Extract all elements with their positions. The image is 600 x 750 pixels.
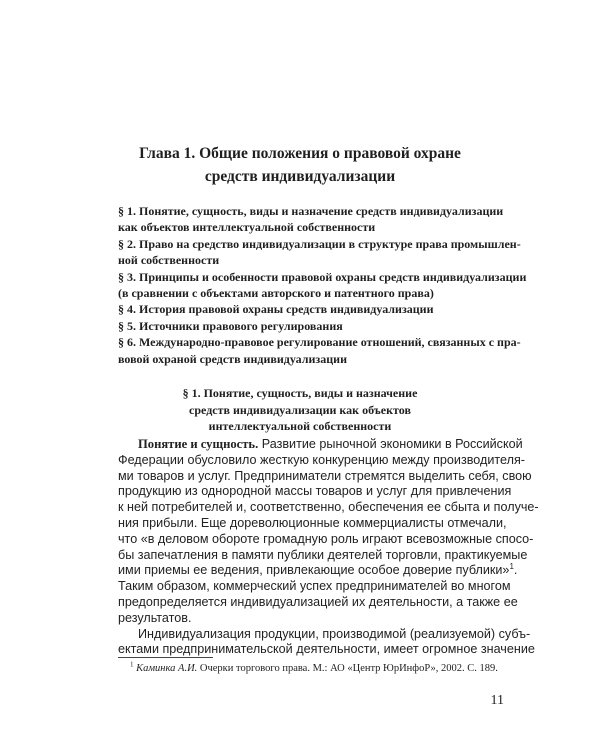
toc-item-3 — [118, 269, 527, 302]
toc-item-5-line-1: § 5. Источники правового регулирования — [118, 318, 343, 333]
paragraph-1-line-9-text: ими приемы ее ведения, привлекающие особое доверие публики» — [118, 563, 510, 578]
toc-item-1 — [118, 203, 503, 236]
paragraph-1-line-6: ния прибыли. Еще дореволюционные коммерциалисты отмечали, — [118, 515, 507, 530]
paragraph-1-line-9 — [118, 562, 518, 579]
paragraph-1-line-1 — [118, 437, 523, 453]
toc-item-5 — [118, 318, 503, 334]
toc-item-2 — [118, 236, 521, 269]
paragraph-1-line-1-text: Развитие рыночной экономики в Российской — [258, 437, 523, 451]
footnote-divider — [118, 657, 213, 658]
toc-item-1-line-2: как объектов интеллектуальной собственности — [118, 220, 376, 235]
paragraph-2-line-2: ектами предпринимательской деятельности, имеет огромное значение — [118, 642, 535, 657]
toc-item-6-line-2: вовой охраной средств индивидуализации — [118, 351, 347, 366]
page-number: 11 — [490, 693, 504, 708]
paragraph-1-line-7: что «в деловом обороте громадную роль играют всевозможные спосо- — [118, 531, 534, 546]
paragraph-1-line-11: предопределяется индивидуализацией их деятельности, а также ее — [118, 594, 518, 609]
toc-item-4 — [118, 301, 503, 317]
toc-item-4-line-1: § 4. История правовой охраны средств индивидуализации — [118, 302, 434, 317]
body-text — [118, 437, 539, 658]
footnote-reference[interactable]: 1 — [509, 562, 514, 572]
paragraph-1-line-5: к ней потребителей и, соответственно, обеспечения ее сбыта и получе- — [118, 500, 539, 515]
chapter-title-line-2: средств индивидуализации — [204, 168, 396, 185]
paragraph-2-line-1: Индивидуализация продукции, производимой (реализуемой) субъ- — [138, 626, 531, 641]
footnote-author: Каминка А.И. — [136, 663, 198, 674]
toc-item-2-line-2: ной собственности — [118, 253, 220, 268]
toc-item-2-line-1: § 2. Право на средство индивидуализации в структуре права промышлен- — [118, 236, 521, 251]
toc-item-6-line-1: § 6. Международно-правовое регулирование отношений, связанных с пра- — [118, 335, 521, 350]
paragraph-1-line-10: Таким образом, коммерческий успех предпринимателей во многом — [118, 579, 511, 594]
paragraph-lead-heading: Понятие и сущность. — [138, 437, 259, 451]
paragraph-1-line-4: продукцию из однородной массы товаров и услуг для привлечения — [118, 484, 512, 499]
paragraph-1-line-2: Федерации обусловило жесткую конкуренцию между производителя- — [118, 452, 525, 467]
toc-item-3-line-2: (в сравнении с объектами авторского и патентного права) — [118, 286, 434, 301]
paragraph-1-line-12: результатов. — [118, 610, 192, 625]
section-title-line-2: средств индивидуализации как объектов — [189, 402, 411, 417]
chapter-title-line-1: Глава 1. Общие положения о правовой охране — [139, 145, 461, 162]
section-title-line-3: интеллектуальной собственности — [208, 419, 392, 433]
chapter-title — [90, 142, 510, 188]
paragraph-1-line-8: бы запечатления в памяти публики деятелей торговли, практикуемые — [118, 547, 528, 562]
footnote-mark: 1 — [130, 660, 134, 669]
chapter-table-of-contents — [118, 203, 527, 367]
toc-item-1-line-1: § 1. Понятие, сущность, виды и назначение средств индивидуализации — [118, 204, 504, 218]
toc-item-3-line-1: § 3. Принципы и особенности правовой охраны средств индивидуализации — [118, 269, 527, 284]
footnote-text: Очерки торгового права. М.: АО «Центр ЮрИнфоР», 2002. С. 189. — [197, 663, 498, 674]
paragraph-1-line-9-end: . — [513, 563, 518, 578]
footnote — [130, 662, 510, 676]
paragraph-1-line-3: ми товаров и услуг. Предприниматели стремятся выделить себя, свою — [118, 468, 532, 483]
section-title-line-1: § 1. Понятие, сущность, виды и назначение — [182, 386, 418, 400]
section-title — [150, 385, 450, 435]
toc-item-6 — [118, 334, 521, 367]
